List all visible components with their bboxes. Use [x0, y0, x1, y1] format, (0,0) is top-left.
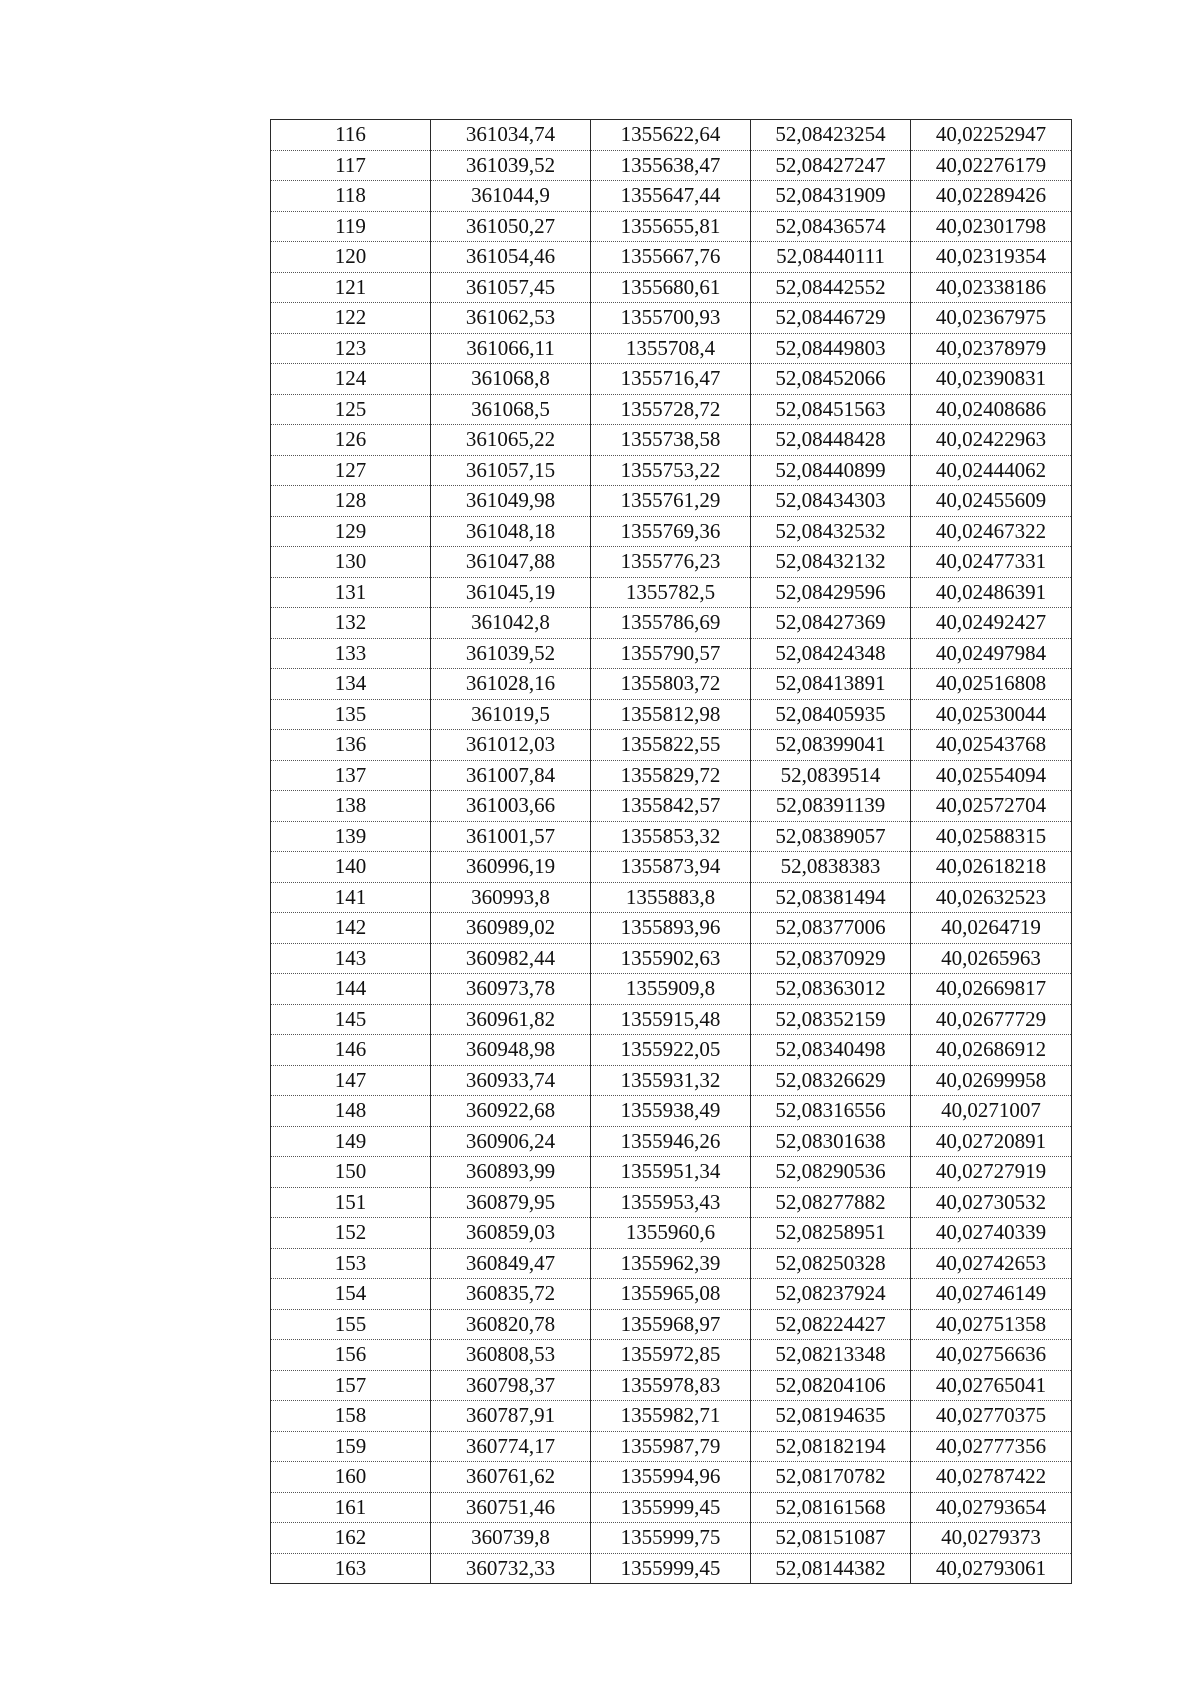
y-coordinate-cell: 1355812,98 — [591, 699, 751, 730]
latitude-cell: 52,08237924 — [751, 1279, 911, 1310]
longitude-cell: 40,02492427 — [911, 608, 1072, 639]
y-coordinate-cell: 1355946,26 — [591, 1126, 751, 1157]
longitude-cell: 40,02444062 — [911, 455, 1072, 486]
point-number-cell: 128 — [271, 486, 431, 517]
table-row — [271, 120, 1072, 151]
point-number-cell: 121 — [271, 272, 431, 303]
table-row — [271, 1431, 1072, 1462]
x-coordinate-cell: 360906,24 — [431, 1126, 591, 1157]
table-row — [271, 608, 1072, 639]
x-coordinate-cell: 360859,03 — [431, 1218, 591, 1249]
latitude-cell: 52,08326629 — [751, 1065, 911, 1096]
table-row — [271, 1279, 1072, 1310]
latitude-cell: 52,08405935 — [751, 699, 911, 730]
latitude-cell: 52,08399041 — [751, 730, 911, 761]
latitude-cell: 52,08432532 — [751, 516, 911, 547]
table-row — [271, 1553, 1072, 1584]
y-coordinate-cell: 1355738,58 — [591, 425, 751, 456]
x-coordinate-cell: 361047,88 — [431, 547, 591, 578]
latitude-cell: 52,08194635 — [751, 1401, 911, 1432]
latitude-cell: 52,08258951 — [751, 1218, 911, 1249]
table-row — [271, 1126, 1072, 1157]
point-number-cell: 160 — [271, 1462, 431, 1493]
y-coordinate-cell: 1355987,79 — [591, 1431, 751, 1462]
y-coordinate-cell: 1355902,63 — [591, 943, 751, 974]
y-coordinate-cell: 1355999,45 — [591, 1553, 751, 1584]
table-row — [271, 669, 1072, 700]
y-coordinate-cell: 1355790,57 — [591, 638, 751, 669]
y-coordinate-cell: 1355962,39 — [591, 1248, 751, 1279]
x-coordinate-cell: 360732,33 — [431, 1553, 591, 1584]
latitude-cell: 52,0838383 — [751, 852, 911, 883]
point-number-cell: 130 — [271, 547, 431, 578]
longitude-cell: 40,02677729 — [911, 1004, 1072, 1035]
y-coordinate-cell: 1355647,44 — [591, 181, 751, 212]
latitude-cell: 52,08432132 — [751, 547, 911, 578]
latitude-cell: 52,08144382 — [751, 1553, 911, 1584]
latitude-cell: 52,08182194 — [751, 1431, 911, 1462]
point-number-cell: 131 — [271, 577, 431, 608]
y-coordinate-cell: 1355999,75 — [591, 1523, 751, 1554]
point-number-cell: 163 — [271, 1553, 431, 1584]
x-coordinate-cell: 361045,19 — [431, 577, 591, 608]
y-coordinate-cell: 1355953,43 — [591, 1187, 751, 1218]
point-number-cell: 135 — [271, 699, 431, 730]
longitude-cell: 40,0279373 — [911, 1523, 1072, 1554]
point-number-cell: 133 — [271, 638, 431, 669]
x-coordinate-cell: 361062,53 — [431, 303, 591, 334]
y-coordinate-cell: 1355829,72 — [591, 760, 751, 791]
longitude-cell: 40,02378979 — [911, 333, 1072, 364]
coordinates-table — [270, 119, 1072, 1584]
longitude-cell: 40,02618218 — [911, 852, 1072, 883]
x-coordinate-cell: 360761,62 — [431, 1462, 591, 1493]
latitude-cell: 52,08204106 — [751, 1370, 911, 1401]
latitude-cell: 52,08170782 — [751, 1462, 911, 1493]
x-coordinate-cell: 361039,52 — [431, 638, 591, 669]
y-coordinate-cell: 1355667,76 — [591, 242, 751, 273]
y-coordinate-cell: 1355786,69 — [591, 608, 751, 639]
longitude-cell: 40,02632523 — [911, 882, 1072, 913]
table-row — [271, 455, 1072, 486]
x-coordinate-cell: 360787,91 — [431, 1401, 591, 1432]
longitude-cell: 40,02770375 — [911, 1401, 1072, 1432]
x-coordinate-cell: 360989,02 — [431, 913, 591, 944]
x-coordinate-cell: 360774,17 — [431, 1431, 591, 1462]
table-row — [271, 577, 1072, 608]
latitude-cell: 52,08436574 — [751, 211, 911, 242]
point-number-cell: 151 — [271, 1187, 431, 1218]
table-row — [271, 1035, 1072, 1066]
latitude-cell: 52,08427247 — [751, 150, 911, 181]
point-number-cell: 159 — [271, 1431, 431, 1462]
table-row — [271, 1248, 1072, 1279]
longitude-cell: 40,02516808 — [911, 669, 1072, 700]
latitude-cell: 52,08446729 — [751, 303, 911, 334]
x-coordinate-cell: 361034,74 — [431, 120, 591, 151]
longitude-cell: 40,02319354 — [911, 242, 1072, 273]
table-row — [271, 242, 1072, 273]
x-coordinate-cell: 361068,8 — [431, 364, 591, 395]
y-coordinate-cell: 1355972,85 — [591, 1340, 751, 1371]
longitude-cell: 40,02751358 — [911, 1309, 1072, 1340]
longitude-cell: 40,02669817 — [911, 974, 1072, 1005]
point-number-cell: 153 — [271, 1248, 431, 1279]
x-coordinate-cell: 361054,46 — [431, 242, 591, 273]
y-coordinate-cell: 1355622,64 — [591, 120, 751, 151]
x-coordinate-cell: 360982,44 — [431, 943, 591, 974]
point-number-cell: 125 — [271, 394, 431, 425]
table-row — [271, 1187, 1072, 1218]
x-coordinate-cell: 360751,46 — [431, 1492, 591, 1523]
table-row — [271, 150, 1072, 181]
point-number-cell: 124 — [271, 364, 431, 395]
latitude-cell: 52,08277882 — [751, 1187, 911, 1218]
point-number-cell: 116 — [271, 120, 431, 151]
x-coordinate-cell: 361057,15 — [431, 455, 591, 486]
y-coordinate-cell: 1355638,47 — [591, 150, 751, 181]
table-row — [271, 516, 1072, 547]
x-coordinate-cell: 361066,11 — [431, 333, 591, 364]
y-coordinate-cell: 1355761,29 — [591, 486, 751, 517]
x-coordinate-cell: 361065,22 — [431, 425, 591, 456]
y-coordinate-cell: 1355960,6 — [591, 1218, 751, 1249]
point-number-cell: 146 — [271, 1035, 431, 1066]
x-coordinate-cell: 360922,68 — [431, 1096, 591, 1127]
x-coordinate-cell: 360808,53 — [431, 1340, 591, 1371]
y-coordinate-cell: 1355965,08 — [591, 1279, 751, 1310]
table-row — [271, 852, 1072, 883]
point-number-cell: 143 — [271, 943, 431, 974]
latitude-cell: 52,08424348 — [751, 638, 911, 669]
latitude-cell: 52,0839514 — [751, 760, 911, 791]
table-row — [271, 1157, 1072, 1188]
y-coordinate-cell: 1355883,8 — [591, 882, 751, 913]
longitude-cell: 40,0265963 — [911, 943, 1072, 974]
longitude-cell: 40,02289426 — [911, 181, 1072, 212]
x-coordinate-cell: 360835,72 — [431, 1279, 591, 1310]
table-row — [271, 1096, 1072, 1127]
x-coordinate-cell: 361028,16 — [431, 669, 591, 700]
table-row — [271, 211, 1072, 242]
y-coordinate-cell: 1355982,71 — [591, 1401, 751, 1432]
longitude-cell: 40,02455609 — [911, 486, 1072, 517]
latitude-cell: 52,08448428 — [751, 425, 911, 456]
point-number-cell: 117 — [271, 150, 431, 181]
longitude-cell: 40,02543768 — [911, 730, 1072, 761]
point-number-cell: 136 — [271, 730, 431, 761]
point-number-cell: 147 — [271, 1065, 431, 1096]
table-row — [271, 1370, 1072, 1401]
x-coordinate-cell: 360961,82 — [431, 1004, 591, 1035]
table-row — [271, 730, 1072, 761]
table-row — [271, 760, 1072, 791]
point-number-cell: 149 — [271, 1126, 431, 1157]
latitude-cell: 52,08440111 — [751, 242, 911, 273]
longitude-cell: 40,02746149 — [911, 1279, 1072, 1310]
table-row — [271, 1065, 1072, 1096]
longitude-cell: 40,02787422 — [911, 1462, 1072, 1493]
latitude-cell: 52,08423254 — [751, 120, 911, 151]
table-row — [271, 1401, 1072, 1432]
y-coordinate-cell: 1355915,48 — [591, 1004, 751, 1035]
point-number-cell: 127 — [271, 455, 431, 486]
longitude-cell: 40,02793654 — [911, 1492, 1072, 1523]
x-coordinate-cell: 360893,99 — [431, 1157, 591, 1188]
latitude-cell: 52,08381494 — [751, 882, 911, 913]
point-number-cell: 154 — [271, 1279, 431, 1310]
longitude-cell: 40,02765041 — [911, 1370, 1072, 1401]
point-number-cell: 152 — [271, 1218, 431, 1249]
point-number-cell: 123 — [271, 333, 431, 364]
latitude-cell: 52,08449803 — [751, 333, 911, 364]
table-row — [271, 1462, 1072, 1493]
table-row — [271, 181, 1072, 212]
table-row — [271, 974, 1072, 1005]
x-coordinate-cell: 361012,03 — [431, 730, 591, 761]
longitude-cell: 40,02756636 — [911, 1340, 1072, 1371]
point-number-cell: 140 — [271, 852, 431, 883]
longitude-cell: 40,02530044 — [911, 699, 1072, 730]
table-row — [271, 638, 1072, 669]
longitude-cell: 40,02338186 — [911, 272, 1072, 303]
table-row — [271, 791, 1072, 822]
x-coordinate-cell: 361048,18 — [431, 516, 591, 547]
table-row — [271, 882, 1072, 913]
x-coordinate-cell: 361001,57 — [431, 821, 591, 852]
point-number-cell: 148 — [271, 1096, 431, 1127]
table-row — [271, 364, 1072, 395]
point-number-cell: 132 — [271, 608, 431, 639]
point-number-cell: 157 — [271, 1370, 431, 1401]
x-coordinate-cell: 361057,45 — [431, 272, 591, 303]
y-coordinate-cell: 1355680,61 — [591, 272, 751, 303]
table-row — [271, 1340, 1072, 1371]
longitude-cell: 40,02497984 — [911, 638, 1072, 669]
latitude-cell: 52,08363012 — [751, 974, 911, 1005]
x-coordinate-cell: 361068,5 — [431, 394, 591, 425]
y-coordinate-cell: 1355909,8 — [591, 974, 751, 1005]
latitude-cell: 52,08316556 — [751, 1096, 911, 1127]
x-coordinate-cell: 360879,95 — [431, 1187, 591, 1218]
y-coordinate-cell: 1355655,81 — [591, 211, 751, 242]
y-coordinate-cell: 1355822,55 — [591, 730, 751, 761]
y-coordinate-cell: 1355999,45 — [591, 1492, 751, 1523]
latitude-cell: 52,08431909 — [751, 181, 911, 212]
longitude-cell: 40,02486391 — [911, 577, 1072, 608]
point-number-cell: 162 — [271, 1523, 431, 1554]
latitude-cell: 52,08377006 — [751, 913, 911, 944]
table-row — [271, 1523, 1072, 1554]
y-coordinate-cell: 1355978,83 — [591, 1370, 751, 1401]
longitude-cell: 40,02390831 — [911, 364, 1072, 395]
y-coordinate-cell: 1355782,5 — [591, 577, 751, 608]
longitude-cell: 40,02793061 — [911, 1553, 1072, 1584]
latitude-cell: 52,08340498 — [751, 1035, 911, 1066]
latitude-cell: 52,08452066 — [751, 364, 911, 395]
latitude-cell: 52,08370929 — [751, 943, 911, 974]
point-number-cell: 120 — [271, 242, 431, 273]
latitude-cell: 52,08427369 — [751, 608, 911, 639]
latitude-cell: 52,08389057 — [751, 821, 911, 852]
table-row — [271, 394, 1072, 425]
x-coordinate-cell: 361003,66 — [431, 791, 591, 822]
y-coordinate-cell: 1355803,72 — [591, 669, 751, 700]
x-coordinate-cell: 360993,8 — [431, 882, 591, 913]
y-coordinate-cell: 1355728,72 — [591, 394, 751, 425]
table-row — [271, 1004, 1072, 1035]
x-coordinate-cell: 360933,74 — [431, 1065, 591, 1096]
latitude-cell: 52,08451563 — [751, 394, 911, 425]
y-coordinate-cell: 1355931,32 — [591, 1065, 751, 1096]
latitude-cell: 52,08413891 — [751, 669, 911, 700]
x-coordinate-cell: 360973,78 — [431, 974, 591, 1005]
latitude-cell: 52,08161568 — [751, 1492, 911, 1523]
longitude-cell: 40,02740339 — [911, 1218, 1072, 1249]
x-coordinate-cell: 360996,19 — [431, 852, 591, 883]
x-coordinate-cell: 361050,27 — [431, 211, 591, 242]
latitude-cell: 52,08352159 — [751, 1004, 911, 1035]
x-coordinate-cell: 361044,9 — [431, 181, 591, 212]
point-number-cell: 144 — [271, 974, 431, 1005]
longitude-cell: 40,02276179 — [911, 150, 1072, 181]
longitude-cell: 40,02686912 — [911, 1035, 1072, 1066]
x-coordinate-cell: 360739,8 — [431, 1523, 591, 1554]
longitude-cell: 40,02477331 — [911, 547, 1072, 578]
latitude-cell: 52,08290536 — [751, 1157, 911, 1188]
x-coordinate-cell: 361019,5 — [431, 699, 591, 730]
longitude-cell: 40,02554094 — [911, 760, 1072, 791]
latitude-cell: 52,08224427 — [751, 1309, 911, 1340]
point-number-cell: 161 — [271, 1492, 431, 1523]
y-coordinate-cell: 1355873,94 — [591, 852, 751, 883]
y-coordinate-cell: 1355842,57 — [591, 791, 751, 822]
point-number-cell: 122 — [271, 303, 431, 334]
table-row — [271, 486, 1072, 517]
longitude-cell: 40,02367975 — [911, 303, 1072, 334]
table-row — [271, 272, 1072, 303]
point-number-cell: 142 — [271, 913, 431, 944]
latitude-cell: 52,08250328 — [751, 1248, 911, 1279]
point-number-cell: 139 — [271, 821, 431, 852]
x-coordinate-cell: 361042,8 — [431, 608, 591, 639]
y-coordinate-cell: 1355776,23 — [591, 547, 751, 578]
longitude-cell: 40,02301798 — [911, 211, 1072, 242]
longitude-cell: 40,02408686 — [911, 394, 1072, 425]
latitude-cell: 52,08442552 — [751, 272, 911, 303]
point-number-cell: 138 — [271, 791, 431, 822]
x-coordinate-cell: 361007,84 — [431, 760, 591, 791]
longitude-cell: 40,02588315 — [911, 821, 1072, 852]
point-number-cell: 118 — [271, 181, 431, 212]
longitude-cell: 40,02572704 — [911, 791, 1072, 822]
point-number-cell: 141 — [271, 882, 431, 913]
longitude-cell: 40,02777356 — [911, 1431, 1072, 1462]
x-coordinate-cell: 361039,52 — [431, 150, 591, 181]
table-row — [271, 425, 1072, 456]
point-number-cell: 119 — [271, 211, 431, 242]
longitude-cell: 40,02730532 — [911, 1187, 1072, 1218]
x-coordinate-cell: 360948,98 — [431, 1035, 591, 1066]
point-number-cell: 126 — [271, 425, 431, 456]
table-row — [271, 1309, 1072, 1340]
longitude-cell: 40,0264719 — [911, 913, 1072, 944]
point-number-cell: 137 — [271, 760, 431, 791]
table-row — [271, 913, 1072, 944]
y-coordinate-cell: 1355893,96 — [591, 913, 751, 944]
x-coordinate-cell: 361049,98 — [431, 486, 591, 517]
latitude-cell: 52,08440899 — [751, 455, 911, 486]
table-row — [271, 547, 1072, 578]
latitude-cell: 52,08391139 — [751, 791, 911, 822]
x-coordinate-cell: 360798,37 — [431, 1370, 591, 1401]
table-row — [271, 699, 1072, 730]
latitude-cell: 52,08434303 — [751, 486, 911, 517]
y-coordinate-cell: 1355753,22 — [591, 455, 751, 486]
table-row — [271, 303, 1072, 334]
x-coordinate-cell: 360849,47 — [431, 1248, 591, 1279]
point-number-cell: 129 — [271, 516, 431, 547]
y-coordinate-cell: 1355716,47 — [591, 364, 751, 395]
point-number-cell: 150 — [271, 1157, 431, 1188]
y-coordinate-cell: 1355968,97 — [591, 1309, 751, 1340]
y-coordinate-cell: 1355708,4 — [591, 333, 751, 364]
point-number-cell: 145 — [271, 1004, 431, 1035]
longitude-cell: 40,02720891 — [911, 1126, 1072, 1157]
table-row — [271, 1492, 1072, 1523]
longitude-cell: 40,0271007 — [911, 1096, 1072, 1127]
table-row — [271, 1218, 1072, 1249]
y-coordinate-cell: 1355922,05 — [591, 1035, 751, 1066]
point-number-cell: 156 — [271, 1340, 431, 1371]
point-number-cell: 155 — [271, 1309, 431, 1340]
table-row — [271, 333, 1072, 364]
y-coordinate-cell: 1355700,93 — [591, 303, 751, 334]
latitude-cell: 52,08429596 — [751, 577, 911, 608]
longitude-cell: 40,02742653 — [911, 1248, 1072, 1279]
point-number-cell: 158 — [271, 1401, 431, 1432]
latitude-cell: 52,08301638 — [751, 1126, 911, 1157]
latitude-cell: 52,08213348 — [751, 1340, 911, 1371]
y-coordinate-cell: 1355994,96 — [591, 1462, 751, 1493]
point-number-cell: 134 — [271, 669, 431, 700]
y-coordinate-cell: 1355938,49 — [591, 1096, 751, 1127]
table-row — [271, 943, 1072, 974]
y-coordinate-cell: 1355853,32 — [591, 821, 751, 852]
latitude-cell: 52,08151087 — [751, 1523, 911, 1554]
longitude-cell: 40,02422963 — [911, 425, 1072, 456]
longitude-cell: 40,02467322 — [911, 516, 1072, 547]
y-coordinate-cell: 1355769,36 — [591, 516, 751, 547]
y-coordinate-cell: 1355951,34 — [591, 1157, 751, 1188]
longitude-cell: 40,02727919 — [911, 1157, 1072, 1188]
table-row — [271, 821, 1072, 852]
coordinates-table-body — [271, 120, 1072, 1584]
longitude-cell: 40,02699958 — [911, 1065, 1072, 1096]
x-coordinate-cell: 360820,78 — [431, 1309, 591, 1340]
longitude-cell: 40,02252947 — [911, 120, 1072, 151]
